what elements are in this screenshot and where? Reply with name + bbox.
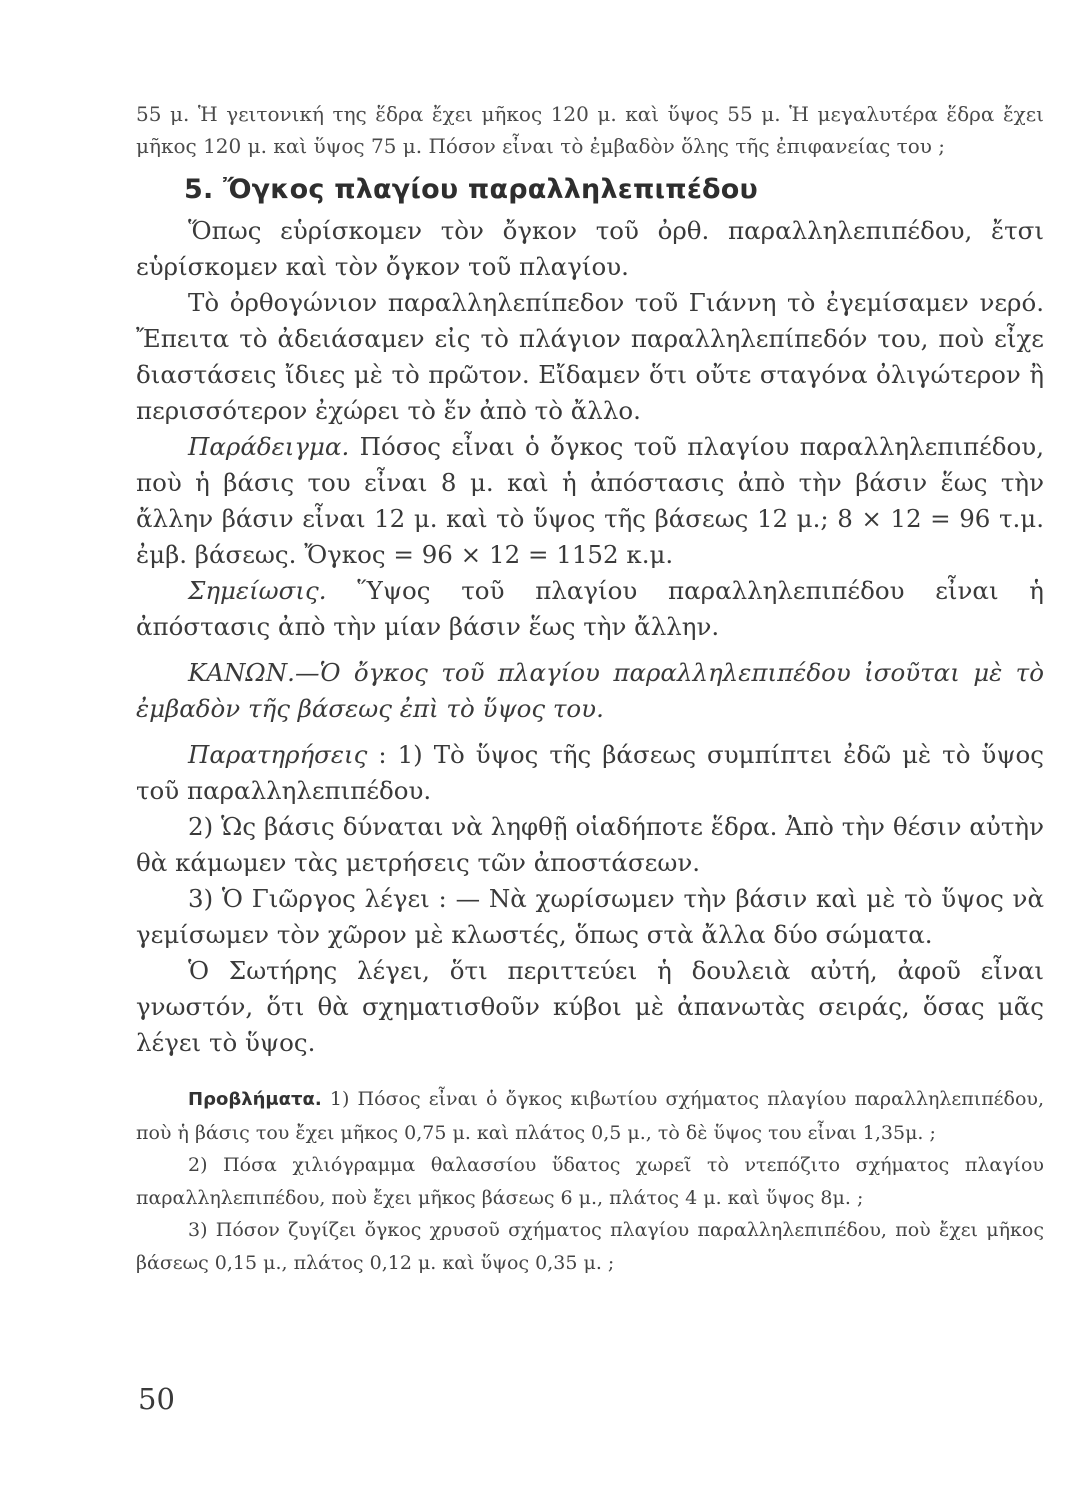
section-number: 5. bbox=[184, 174, 214, 205]
note-label: Σημείωσις. bbox=[188, 576, 327, 605]
problem-2: 2) Πόσα χιλιόγραμμα θαλασσίου ὕδατος χωρεῖ τὸ ντεπόζιτο σχήματος πλαγίου παραλληλεπιπέδου, ποὺ ἔχει μῆκος βάσεως 6 μ., πλάτος 4 μ. καὶ ὕψος 8μ. ; bbox=[136, 1154, 1044, 1209]
paragraph-sotiris: Ὁ Σωτήρης λέγει, ὅτι περιττεύει ἡ δουλειὰ αὐτή, ἀφοῦ εἶναι γνωστόν, ὅτι θὰ σχηματισθοῦν κύβοι μὲ ἀπανωτὰς σειράς, ὅσας μᾶς λέγει τὸ ὕψος. bbox=[136, 956, 1044, 1057]
problem-1-text: 1) Πόσος εἶναι ὁ ὄγκος κιβωτίου σχήματος πλαγίου παραλληλεπιπέδου, ποὺ ἡ βάσις του ἔχει μῆκος 0,75 μ. καὶ πλάτος 0,5 μ., τὸ δὲ ὕψος του εἶναι 1,35μ. ; bbox=[136, 1088, 1044, 1144]
paragraph-2: Τὸ ὀρθογώνιον παραλληλεπίπεδον τοῦ Γιάννη τὸ ἐγεμίσαμεν νερό. Ἔπειτα τὸ ἀδειάσαμεν εἰς τὸ πλάγιον παραλληλεπίπεδόν του, ποὺ εἶχε διαστάσεις ἴδιες μὲ τὸ πρῶτον. Εἴδαμεν ὅτι οὔτε σταγόνα ὀλιγώτερον ἢ περισσότερον ἐχώρει τὸ ἕν ἀπὸ τὸ ἄλλο. bbox=[136, 288, 1044, 425]
example-paragraph bbox=[136, 429, 1044, 573]
note-text: Ὕψος τοῦ πλαγίου παραλληλεπιπέδου εἶναι ἡ ἀπόστασις ἀπὸ τὴν μίαν βάσιν ἕως τὴν ἄλλην. bbox=[136, 576, 1044, 641]
example-text: Πόσος εἶναι ὁ ὄγκος τοῦ πλαγίου παραλληλεπιπέδου, ποὺ ἡ βάσις του εἶναι 8 μ. καὶ ἡ ἀπόστασις ἀπὸ τὴν βάσιν ἕως τὴν ἄλλην βάσιν εἶναι 12 μ. καὶ τὸ ὕψος τῆς βάσεως 12 μ.; 8 × 12 = 96 τ.μ. ἐμβ. βάσεως. Ὄγκος = 96 × 12 = 1152 κ.μ. bbox=[136, 432, 1044, 569]
section-title: Ὄγκος πλαγίου παραλληλεπιπέδου bbox=[223, 174, 758, 205]
example-label: Παράδειγμα. bbox=[188, 432, 350, 461]
paragraph-1: Ὅπως εὑρίσκομεν τὸν ὄγκον τοῦ ὀρθ. παραλληλεπιπέδου, ἔτσι εὑρίσκομεν καὶ τὸν ὄγκον τοῦ πλαγίου. bbox=[136, 216, 1044, 281]
observations-label: Παρατηρήσεις bbox=[188, 740, 368, 769]
note-paragraph bbox=[136, 573, 1044, 645]
problems-heading: Προβλήματα. bbox=[188, 1089, 322, 1110]
rule-paragraph: ΚΑΝΩΝ.—Ὁ ὄγκος τοῦ πλαγίου παραλληλεπιπέδου ἰσοῦται μὲ τὸ ἐμβαδὸν τῆς βάσεως ἐπὶ τὸ ὕψος του. bbox=[136, 658, 1044, 723]
problem-1 bbox=[136, 1083, 1044, 1149]
observation-3: 3) Ὁ Γιῶργος λέγει : — Νὰ χωρίσωμεν τὴν βάσιν καὶ μὲ τὸ ὕψος νὰ γεμίσωμεν τὸν χῶρον μὲ κλωστές, ὅπως στὰ ἄλλα δύο σώματα. bbox=[136, 884, 1044, 949]
intro-problem-continuation: 55 μ. Ἡ γειτονική της ἕδρα ἔχει μῆκος 120 μ. καὶ ὕψος 55 μ. Ἡ μεγαλυτέρα ἕδρα ἔχει μῆκος 120 μ. καὶ ὕψος 75 μ. Πόσον εἶναι τὸ ἐμβαδὸν ὅλης τῆς ἐπιφανείας του ; bbox=[136, 102, 1044, 158]
problem-3: 3) Πόσον ζυγίζει ὄγκος χρυσοῦ σχήματος πλαγίου παραλληλεπιπέδου, ποὺ ἔχει μῆκος βάσεως 0,15 μ., πλάτος 0,12 μ. καὶ ὕψος 0,35 μ. ; bbox=[136, 1219, 1044, 1274]
section-heading bbox=[184, 174, 1044, 205]
observation-2: 2) Ὡς βάσις δύναται νὰ ληφθῇ οἱαδήποτε ἕδρα. Ἀπὸ τὴν θέσιν αὐτὴν θὰ κάμωμεν τὰς μετρήσεις τῶν ἀποστάσεων. bbox=[136, 812, 1044, 877]
observation-1-text: : 1) Τὸ ὕψος τῆς βάσεως συμπίπτει ἐδῶ μὲ τὸ ὕψος τοῦ παραλληλεπιπέδου. bbox=[136, 740, 1044, 805]
page-text bbox=[136, 98, 1044, 1279]
page-number: 50 bbox=[138, 1382, 175, 1416]
observation-1 bbox=[136, 737, 1044, 809]
